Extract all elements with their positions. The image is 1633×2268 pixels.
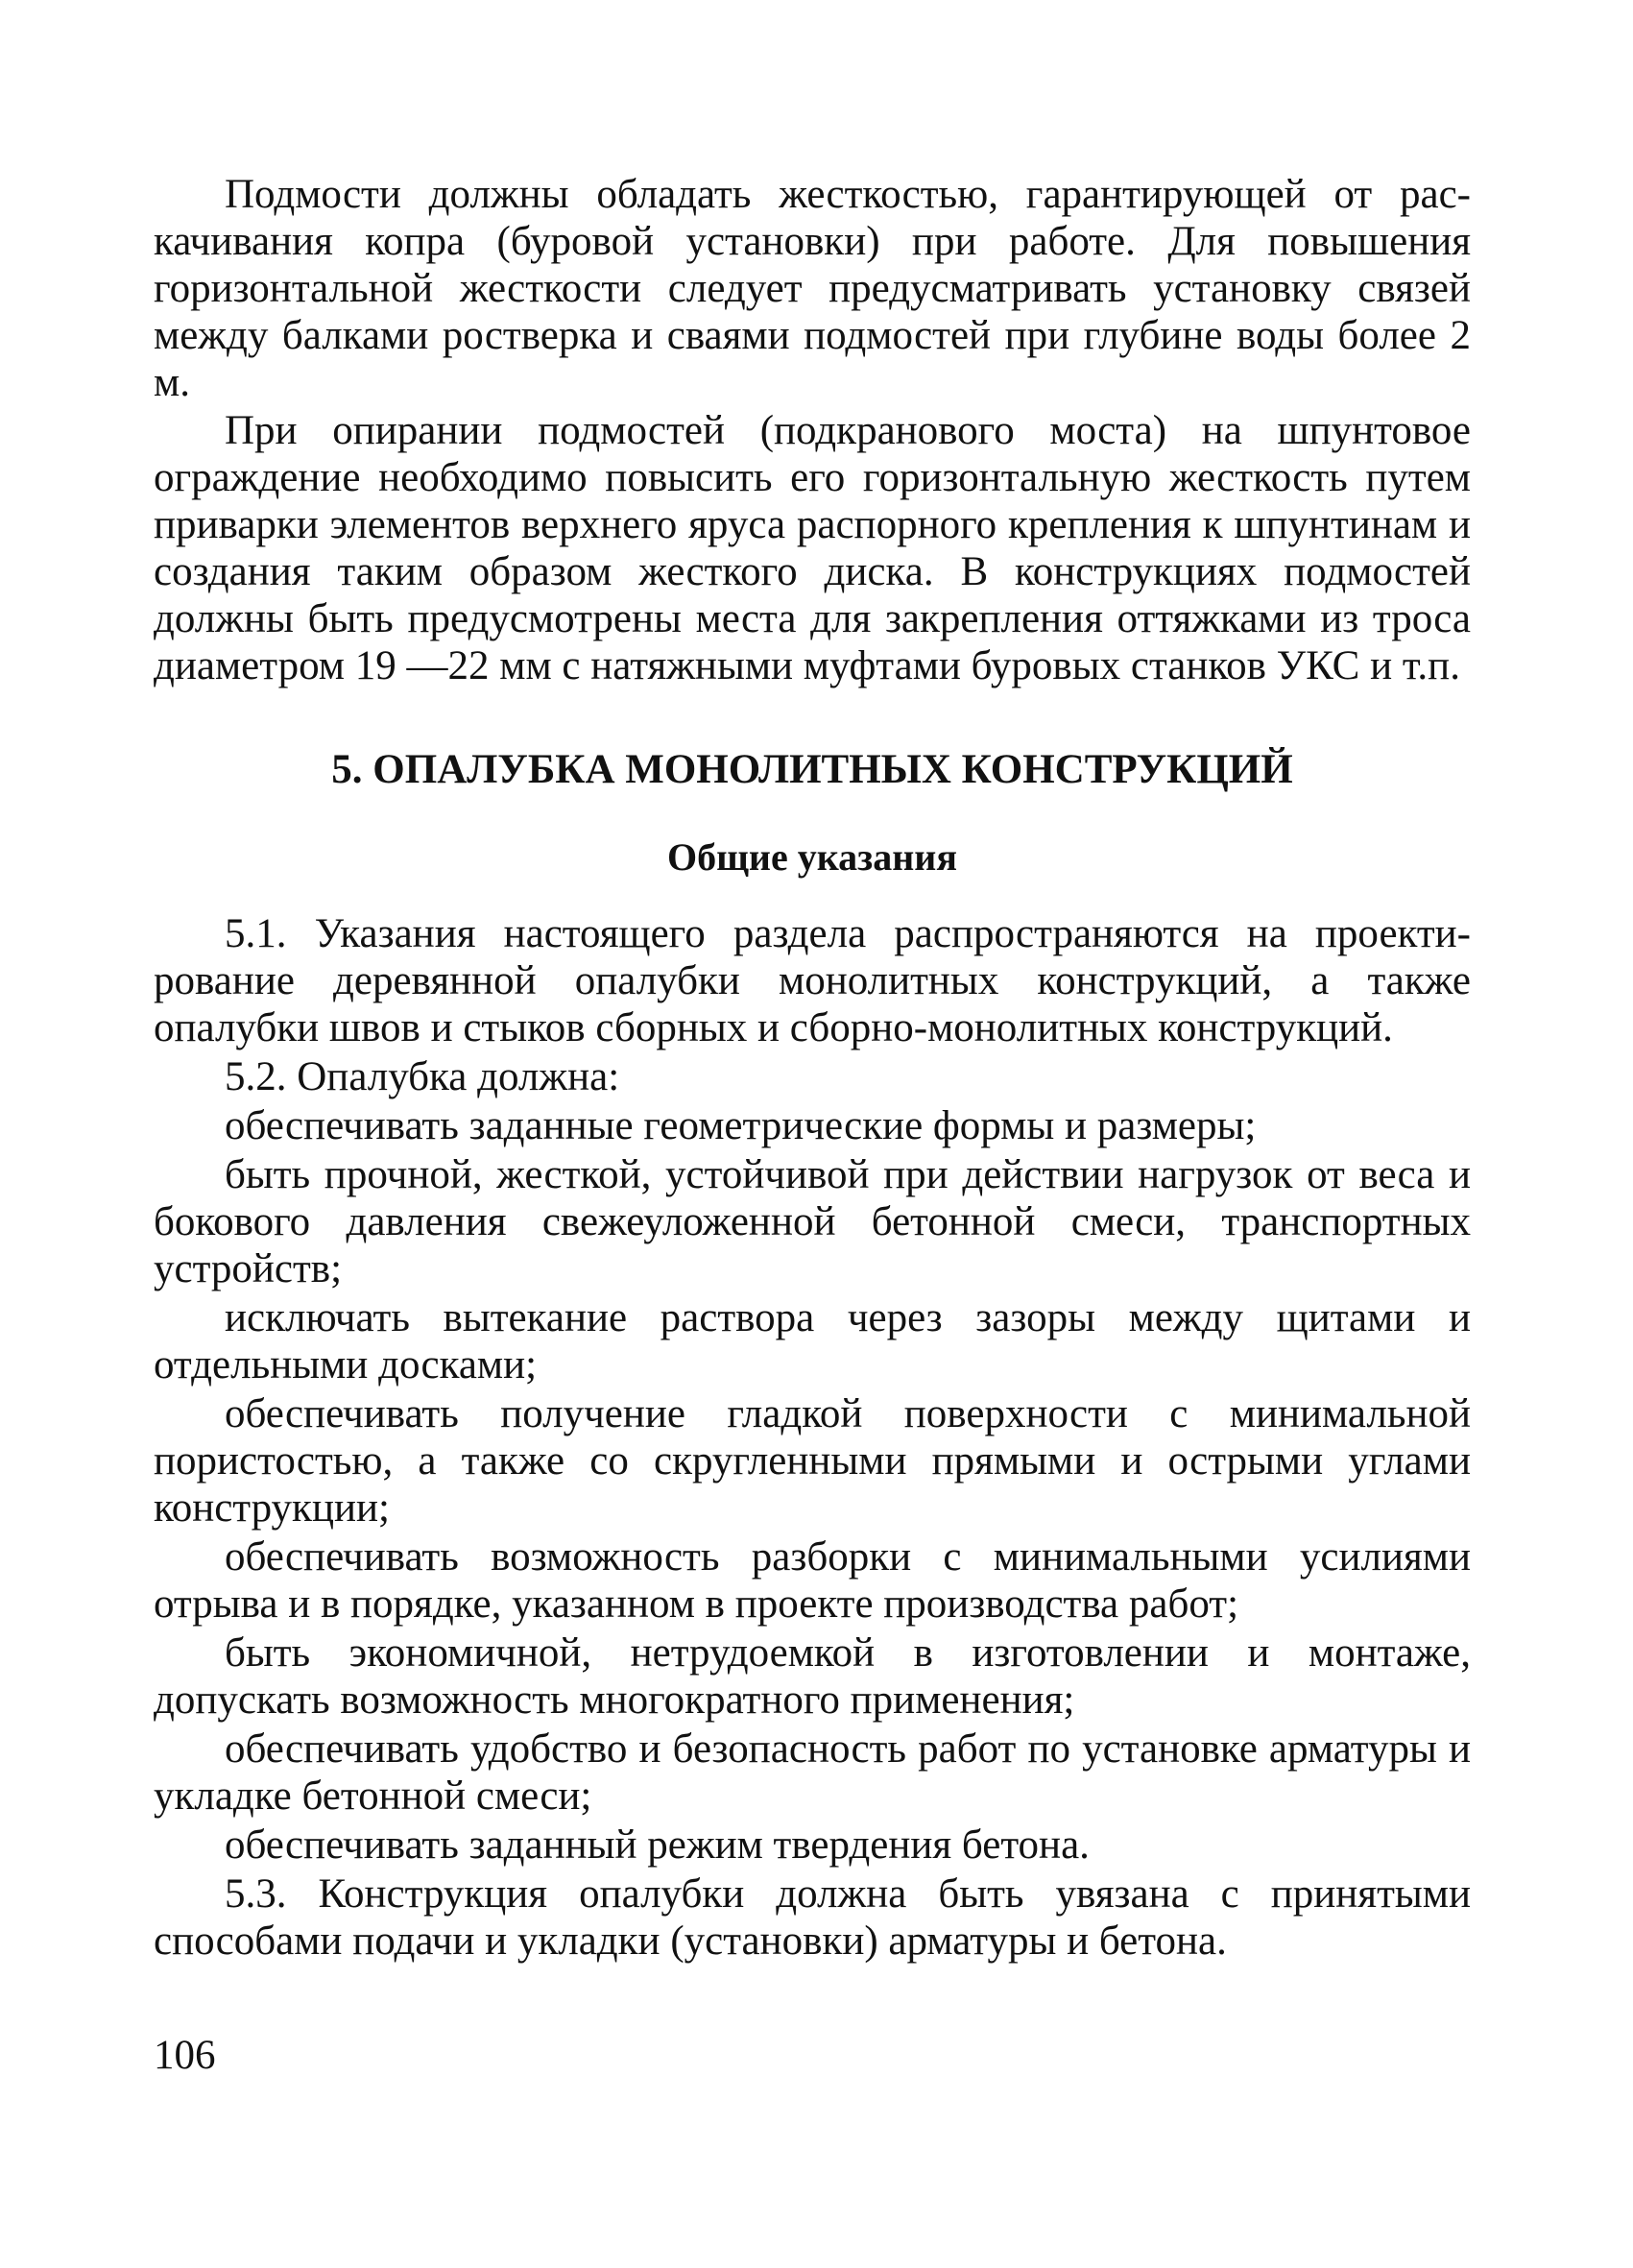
intro-paragraph-1: Подмости должны обладать жесткостью, гарантирующей от раскачивания копра (буровой установки) при работе. Для повышения горизонтальной жесткости следует предусматривать установку связей между балками ростверка и сваями подмостей при глубине воды более 2 м.: [154, 172, 1471, 405]
clause-5-2-item: обеспечивать возможность разборки с минимальными усилиями отрыва и в порядке, указанном в проекте производства работ;: [154, 1534, 1471, 1627]
section-subtitle: Общие указания: [667, 835, 957, 879]
clause-5-3: 5.3. Конструкция опалубки должна быть увязана с принятыми способами подачи и укладки (установки) арматуры и бетона.: [154, 1871, 1471, 1964]
clause-5-2-item: обеспечивать заданные геометрические формы и размеры;: [225, 1103, 1257, 1148]
clause-5-2-item: обеспечивать удобство и безопасность работ по установке арматуры и укладке бетонной смеси;: [154, 1726, 1471, 1819]
clause-5-2-item: быть прочной, жесткой, устойчивой при действии нагрузок от веса и бокового давления свежеуложенной бетонной смеси, транспортных устройств;: [154, 1152, 1471, 1291]
page-number: 106: [154, 2033, 216, 2078]
clause-5-2-item: обеспечивать получение гладкой поверхности с минимальной пористостью, а также со скругленными прямыми и острыми углами конструкции;: [154, 1391, 1471, 1531]
section-title: 5. ОПАЛУБКА МОНОЛИТНЫХ КОНСТРУКЦИЙ: [331, 747, 1293, 792]
clause-5-2-item: быть экономичной, нетрудоемкой в изготовлении и монтаже, допускать возможность многократного применения;: [154, 1630, 1471, 1723]
clause-5-2-item: исключать вытекание раствора через зазоры между щитами и отдельными досками;: [154, 1295, 1471, 1387]
clause-5-1: 5.1. Указания настоящего раздела распространяются на проектирование деревянной опалубки монолитных конструкций, а также опалубки швов и стыков сборных и сборно-монолитных конструкций.: [154, 911, 1471, 1050]
page-body: [154, 171, 1471, 1965]
clause-5-2-item: обеспечивать заданный режим твердения бетона.: [225, 1822, 1090, 1868]
intro-paragraph-2: При опирании подмостей (подкранового моста) на шпунтовое ограждение необходимо повысить его горизонтальную жесткость путем приварки элементов верхнего яруса распорного крепления к шпунтинам и создания таким образом жесткого диска. В конструкциях подмостей должны быть предусмотрены места для закрепления оттяжками из троса диаметром 19 —22 мм с натяжными муфтами буровых станков УКС и т.п.: [154, 408, 1471, 688]
clause-5-2-intro: 5.2. Опалубка должна:: [225, 1054, 620, 1099]
